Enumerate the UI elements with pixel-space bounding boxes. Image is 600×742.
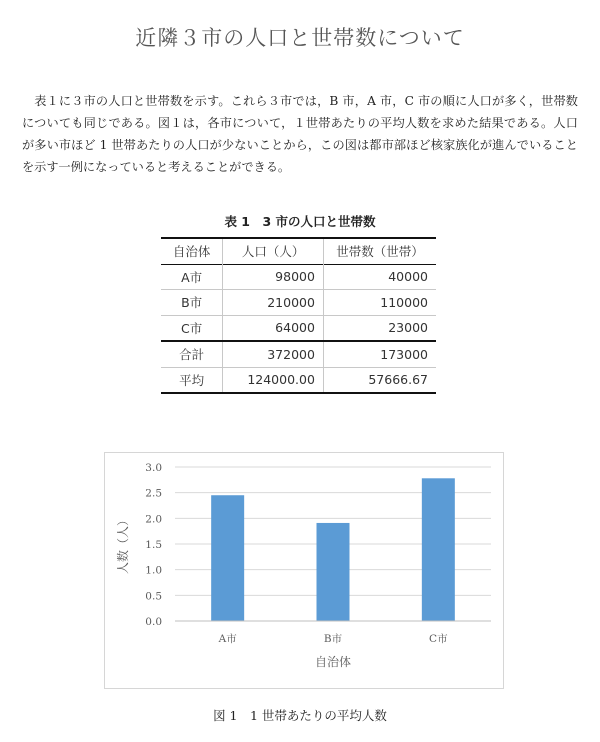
total-population: 372000 bbox=[223, 341, 324, 367]
average-label: 平均 bbox=[161, 367, 223, 393]
row-households: 23000 bbox=[323, 315, 436, 341]
header-households: 世帯数（世帯） bbox=[323, 238, 436, 264]
row-population: 210000 bbox=[223, 290, 324, 316]
table-total-row bbox=[161, 341, 436, 367]
document-title: 近隣３市の人口と世帯数について bbox=[135, 26, 465, 50]
total-households: 173000 bbox=[323, 341, 436, 367]
row-population: 64000 bbox=[223, 315, 324, 341]
header-municipality: 自治体 bbox=[161, 238, 223, 264]
bar-2 bbox=[422, 478, 455, 621]
y-tick-label: 1.0 bbox=[145, 564, 162, 577]
y-axis-title: 人数（人） bbox=[116, 513, 130, 575]
average-population: 124000.00 bbox=[223, 367, 324, 393]
row-municipality: B市 bbox=[161, 290, 223, 316]
bar-chart bbox=[105, 453, 505, 690]
header-population: 人口（人） bbox=[223, 238, 324, 264]
y-tick-label: 3.0 bbox=[145, 462, 162, 474]
chart-area bbox=[104, 452, 504, 689]
x-tick-label: C市 bbox=[429, 633, 448, 645]
y-tick-label: 0.0 bbox=[145, 616, 162, 628]
row-municipality: C市 bbox=[161, 315, 223, 341]
x-tick-label: A市 bbox=[218, 633, 237, 645]
row-population: 98000 bbox=[223, 264, 324, 290]
row-households: 110000 bbox=[323, 290, 436, 316]
body-paragraph: 表１に３市の人口と世帯数を示す。これら３市では，B 市，A 市，C 市の順に人口が多く，世帯数についても同じである。図１は，各市について，１世帯あたりの平均人数を求めた結果である。人口が多い市ほど 1 世帯あたりの人口が少ないことから，この図は都市部ほど核家族化が進んでいることを示す一例になっていると考えることができる。 bbox=[22, 94, 578, 174]
bar-0 bbox=[211, 495, 244, 621]
y-tick-label: 2.5 bbox=[145, 487, 162, 500]
total-label: 合計 bbox=[161, 341, 223, 367]
figure-caption: 図 1 1 世帯あたりの平均人数 bbox=[213, 708, 387, 723]
table-row bbox=[161, 315, 436, 341]
average-households: 57666.67 bbox=[323, 367, 436, 393]
y-tick-label: 2.0 bbox=[145, 513, 162, 526]
table-average-row bbox=[161, 367, 436, 393]
row-municipality: A市 bbox=[161, 264, 223, 290]
table-row bbox=[161, 290, 436, 316]
population-table bbox=[161, 237, 436, 394]
y-tick-label: 0.5 bbox=[145, 590, 162, 603]
x-axis-title: 自治体 bbox=[314, 655, 352, 669]
bar-1 bbox=[317, 523, 350, 621]
y-tick-label: 1.5 bbox=[145, 539, 162, 551]
table-header-row bbox=[161, 238, 436, 264]
x-tick-label: B市 bbox=[323, 633, 343, 645]
row-households: 40000 bbox=[323, 264, 436, 290]
table-row bbox=[161, 264, 436, 290]
table-caption: 表 1 3 市の人口と世帯数 bbox=[224, 214, 376, 229]
